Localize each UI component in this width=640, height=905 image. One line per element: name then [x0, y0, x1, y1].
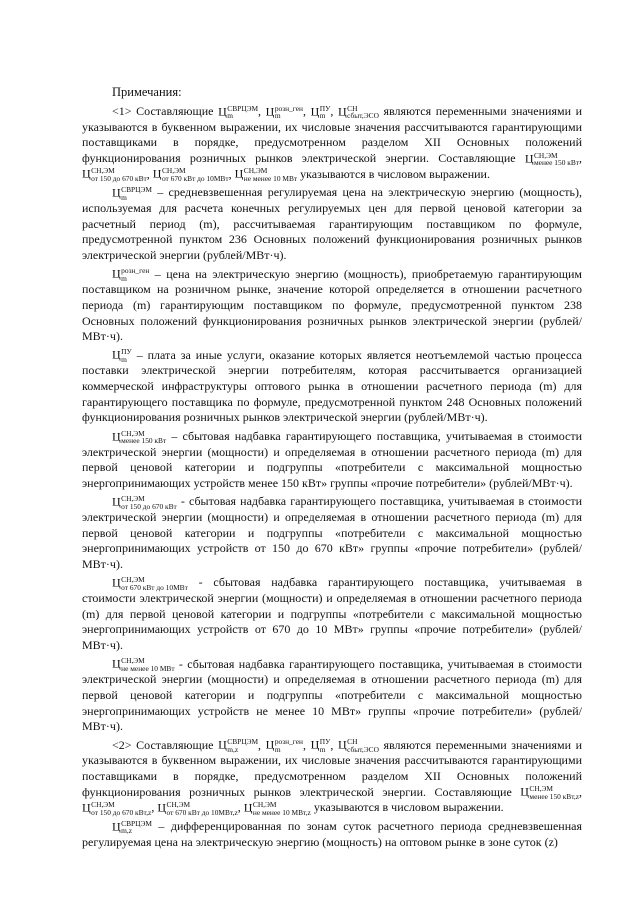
symbol-snem-150-670-z: Ц СН,ЭМ от 150 до 670 кВт,z: [82, 800, 152, 817]
note-1-paragraph: <1> Составляющие Ц СВРЦЭМ m , Ц розн_ген m , Ц ПУ m , Ц СН сбыт,ЭСО являются переменными значениями и указываются в буквенном выражении, их числовые значения рассчитываются гарантирующими поставщиками в порядке, предусмотренном разделом XII Основных положений функционирования розничных рынков электрической энергии. Составляющие Ц СН,ЭМ менее 150 кВт , Ц СН,ЭМ от 150 до 670 кВт , Ц СН,ЭМ от 670 кВт до 10МВт , Ц СН,ЭМ не менее 10 МВт указываются в числовом выражении.: [82, 103, 583, 183]
symbol-svrtsem-m: Ц СВРЦЭМ m: [218, 103, 259, 121]
note-2-intro: <2> Составляющие: [112, 737, 214, 752]
symbol-sn-sbyt-eso: Ц СН сбыт,ЭСО: [337, 103, 379, 121]
symbol-snem-150-670: Ц СН,ЭМ от 150 до 670 кВт: [82, 166, 147, 183]
symbol-sn-sbyt-eso: Ц СН сбыт,ЭСО: [337, 737, 379, 754]
symbol-snem-ge10: Ц СН,ЭМ не менее 10 МВт: [112, 656, 175, 673]
note-1-intro: <1> Составляющие: [112, 104, 214, 118]
def-svrtsem: Ц СВРЦЭМ m – средневзвешенная регулируемая цена на электрическую энергию (мощность), используемая для расчета конечных регулируемых цен для первой ценовой категории за расчетный период (m), рассчитываемая гарантирующим поставщиком по формуле, предусмотренной пунктом 236 Основных положений функционирования розничных рынков электрической энергии (рублей/МВт·ч).: [82, 185, 582, 262]
symbol-snem-670-10: Ц СН,ЭМ от 670 кВт до 10МВт: [112, 575, 188, 592]
def-rozngen: Ц розн_ген m – цена на электрическую энергию (мощность), приобретаемую гарантирующим поставщиком на розничном рынке, значение которой определяется в отношении расчетного периода (m) гарантирующим поставщиком по формуле, предусмотренной пунктом 238 Основных положений функционирования розничных рынков электрической энергии (рублей/МВт·ч).: [82, 266, 582, 344]
note-1-tail: указываются в числовом выражении.: [300, 166, 490, 181]
symbol-snem-ge10: Ц СН,ЭМ не менее 10 МВт: [234, 166, 298, 183]
symbol-svrtsem-m: Ц СВРЦЭМ m: [112, 185, 152, 202]
def-snem-lt150: Ц СН,ЭМ менее 150 кВт – сбытовая надбавка гарантирующего поставщика, учитываемая в стоимости электрической энергии (мощности) и определяемая в отношении расчетного периода (m) для первой ценовой категории и подгруппы «потребители с максимальной мощностью энергопринимающих устройств менее 150 кВт» группы «прочие потребители» (рублей/МВт·ч).: [82, 428, 582, 490]
note-1-body: являются переменными значениями и указываются в буквенном выражении, их числовые значения рассчитываются гарантирующими поставщиками в порядке, предусмотренном разделом XII Основных положений функционирования розничных рынков электрической энергии. Составляющие: [82, 104, 583, 165]
symbol-rozngen-m: Ц розн_ген m: [265, 103, 303, 121]
symbol-svrtsem-mz: Ц СВРЦЭМ m,z: [112, 818, 152, 836]
symbol-pu-m: Ц ПУ m: [310, 737, 331, 754]
symbol-snem-670-10-z: Ц СН,ЭМ от 670 кВт до 10МВт,z: [157, 800, 238, 817]
symbol-pu-m: Ц ПУ m: [310, 103, 331, 121]
note-2-paragraph: <2> Составляющие Ц СВРЦЭМ m,z , Ц розн_ген m , Ц ПУ m , Ц СН сбыт,ЭСО являются переменными значениями и указываются в буквенном выражении, их числовые значения рассчитываются гарантирующими поставщиками в порядке, предусмотренном разделом XII Основных положений функционирования розничных рынков электрической энергии. Составляющие Ц СН,ЭМ менее 150 кВт,z , Ц СН,ЭМ от 150 до 670 кВт,z , Ц СН,ЭМ от 670 кВт до 10МВт,z , Ц СН,ЭМ не менее 10 МВт,z указываются в числовом выражении.: [82, 737, 583, 817]
def-pu: Ц ПУ m – плата за иные услуги, оказание которых является неотъемлемой частью процесса поставки электрической энергии потребителям, которая рассчитывается организацией коммерческой инфраструктуры оптового рынка в отношении расчетного периода (m) для гарантирующего поставщика по формуле, предусмотренной пунктом 248 Основных положений функционирования розничных рынков электрической энергии (рублей/МВт·ч).: [82, 347, 582, 425]
def-snem-150-670: Ц СН,ЭМ от 150 до 670 кВт - сбытовая надбавка гарантирующего поставщика, учитываемая в стоимости электрической энергии (мощности) и определяемая в отношении расчетного периода (m) для первой ценовой категории и подгруппы «потребители с максимальной мощностью энергопринимающих устройств от 150 до 670 кВт» группы «прочие потребители» (рублей/МВт·ч).: [82, 494, 582, 571]
symbol-snem-lt150-z: Ц СН,ЭМ менее 150 кВт,z: [520, 784, 579, 801]
symbol-snem-150-670: Ц СН,ЭМ от 150 до 670 кВт: [112, 494, 177, 511]
symbol-snem-lt150: Ц СН,ЭМ менее 150 кВт: [524, 150, 579, 168]
symbol-snem-ge10-z: Ц СН,ЭМ не менее 10 МВт,z: [243, 800, 311, 817]
notes-heading: Примечания:: [112, 85, 182, 99]
symbol-snem-670-10: Ц СН,ЭМ от 670 кВт до 10МВт: [152, 166, 229, 183]
symbol-rozngen-m: Ц розн_ген m: [112, 266, 150, 283]
def-snem-670-10: Ц СН,ЭМ от 670 кВт до 10МВт - сбытовая надбавка гарантирующего поставщика, учитываемая в стоимости электрической энергии (мощности) и определяемая в отношении расчетного периода (m) для первой ценовой категории и подгруппы «потребители с максимальной мощностью энергопринимающих устройств от 670 до 10 МВт» группы «прочие потребители» (рублей/МВт·ч).: [82, 575, 582, 652]
note-2-tail: указываются в числовом выражении.: [313, 800, 504, 815]
symbol-svrtsem-mz: Ц СВРЦЭМ m,z: [218, 737, 259, 754]
symbol-snem-lt150: Ц СН,ЭМ менее 150 кВт: [112, 428, 167, 446]
def-snem-ge10: Ц СН,ЭМ не менее 10 МВт - сбытовая надбавка гарантирующего поставщика, учитываемая в стоимости электрической энергии (мощности) и определяемая в отношении расчетного периода (m) для первой ценовой категории и подгруппы «потребители с максимальной мощностью энергопринимающих устройств не менее 10 МВт» группы «прочие потребители» (рублей/МВт·ч).: [82, 656, 582, 734]
note-2-body: являются переменными значениями и указываются в буквенном выражении, их числовые значения рассчитываются гарантирующими поставщиками в порядке, предусмотренном разделом XII Основных положений функционирования розничных рынков электрической энергии. Составляющие: [82, 737, 583, 799]
def-svrtsem-mz: Ц СВРЦЭМ m,z – дифференцированная по зонам суток расчетного периода средневзвешенная регулируемая цена на электрическую энергию (мощность) на оптовом рынке в зоне суток (z): [82, 818, 582, 849]
symbol-rozngen-m: Ц розн_ген m: [265, 737, 303, 754]
symbol-pu-m: Ц ПУ m: [112, 347, 132, 364]
